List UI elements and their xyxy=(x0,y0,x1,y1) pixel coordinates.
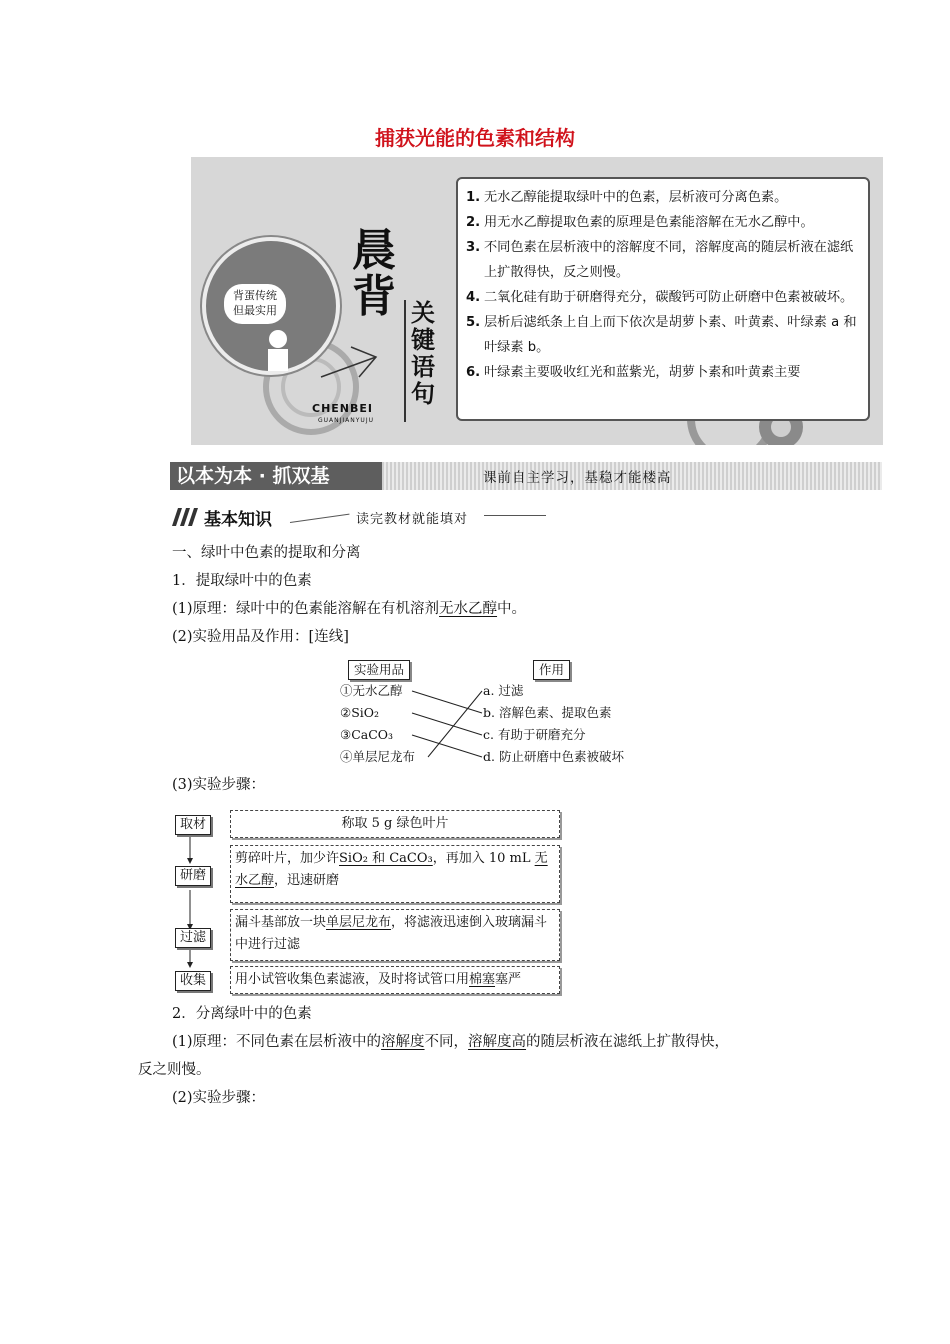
match-right-list: a. 过滤 b. 溶解色素、提取色素 c. 有助于研磨充分 d. 防止研磨中色素被破坏 xyxy=(483,683,624,764)
banner-side-title: 关 键 语 句 xyxy=(411,299,435,408)
step-label-collect-material: 取材 xyxy=(175,815,211,835)
paragraph-separation-principle-cont: 反之则慢。 xyxy=(138,1062,211,1078)
step-label-gather: 收集 xyxy=(175,971,211,991)
step-box: 用小试管收集色素滤液，及时将试管口用棉塞塞严 xyxy=(230,966,560,994)
list-item: 4. 二氧化硅有助于研磨得充分，碳酸钙可防止研磨中色素被破坏。 xyxy=(466,290,854,305)
divider xyxy=(404,300,406,422)
paragraph-separation-steps: (2)实验步骤： xyxy=(172,1090,266,1106)
paragraph-materials: (2)实验用品及作用：[连线] xyxy=(172,629,349,645)
list-item: 5. 层析后滤纸条上自上而下依次是胡萝卜素、叶黄素、叶绿素 a 和叶绿素 b。 xyxy=(466,315,857,355)
step-label-filter: 过滤 xyxy=(175,928,211,948)
sub-section-subtitle: 读完教材就能填对 xyxy=(356,512,469,527)
brand-subtext: GUANJIANYUJU xyxy=(318,417,374,424)
match-lines xyxy=(400,680,490,770)
section-bar-title: 以本为本 · 抓双基 xyxy=(170,462,382,490)
step-box: 剪碎叶片，加少许SiO₂ 和 CaCO₃，再加入 10 mL 无水乙醇，迅速研磨 xyxy=(230,845,560,903)
flow-arrows xyxy=(185,830,195,985)
section-stripes-icon xyxy=(172,508,202,526)
key-sentences-card xyxy=(456,177,870,421)
paragraph-principle: (1)原理：绿叶中的色素能溶解在有机溶剂无水乙醇中。 xyxy=(172,601,527,617)
list-item: 6. 叶绿素主要吸收红光和蓝紫光，胡萝卜素和叶黄素主要 xyxy=(466,365,801,380)
section-bar-subtitle: 课前自主学习，基稳才能楼高 xyxy=(483,470,672,486)
divider xyxy=(484,515,546,516)
step-box: 称取 5 g 绿色叶片 xyxy=(230,810,560,838)
match-left-list: ①无水乙醇 ②SiO₂ ③CaCO₃ ④单层尼龙布 xyxy=(340,683,416,764)
paragraph-steps: (3)实验步骤： xyxy=(172,777,266,793)
sub-section-title: 基本知识 xyxy=(204,510,272,530)
page-title: 捕获光能的色素和结构 xyxy=(375,126,575,150)
list-item: 1. 无水乙醇能提取绿叶中的色素，层析液可分离色素。 xyxy=(466,190,788,205)
heading-1-1: 1．提取绿叶中的色素 xyxy=(172,573,312,589)
heading-1: 一、绿叶中色素的提取和分离 xyxy=(172,545,361,561)
speech-bubble: 背蛋传统 但最实用 xyxy=(224,284,286,324)
match-right-header: 作用 xyxy=(533,660,570,680)
step-box: 漏斗基部放一块单层尼龙布，将滤液迅速倒入玻璃漏斗中进行过滤 xyxy=(230,909,560,961)
list-item: 2. 用无水乙醇提取色素的原理是色素能溶解在无水乙醇中。 xyxy=(466,215,814,230)
list-item: 3. 不同色素在层析液中的溶解度不同，溶解度高的随层析液在滤纸上扩散得快，反之则慢。 xyxy=(466,240,854,280)
banner-big-title: 晨 背 xyxy=(352,225,396,322)
brand-text: CHENBEI xyxy=(312,402,373,415)
step-label-grind: 研磨 xyxy=(175,866,211,886)
paragraph-separation-principle: (1)原理：不同色素在层析液中的溶解度不同，溶解度高的随层析液在滤纸上扩散得快， xyxy=(172,1034,730,1050)
divider xyxy=(290,514,350,523)
match-left-header: 实验用品 xyxy=(348,660,410,680)
heading-1-2: 2．分离绿叶中的色素 xyxy=(172,1006,312,1022)
